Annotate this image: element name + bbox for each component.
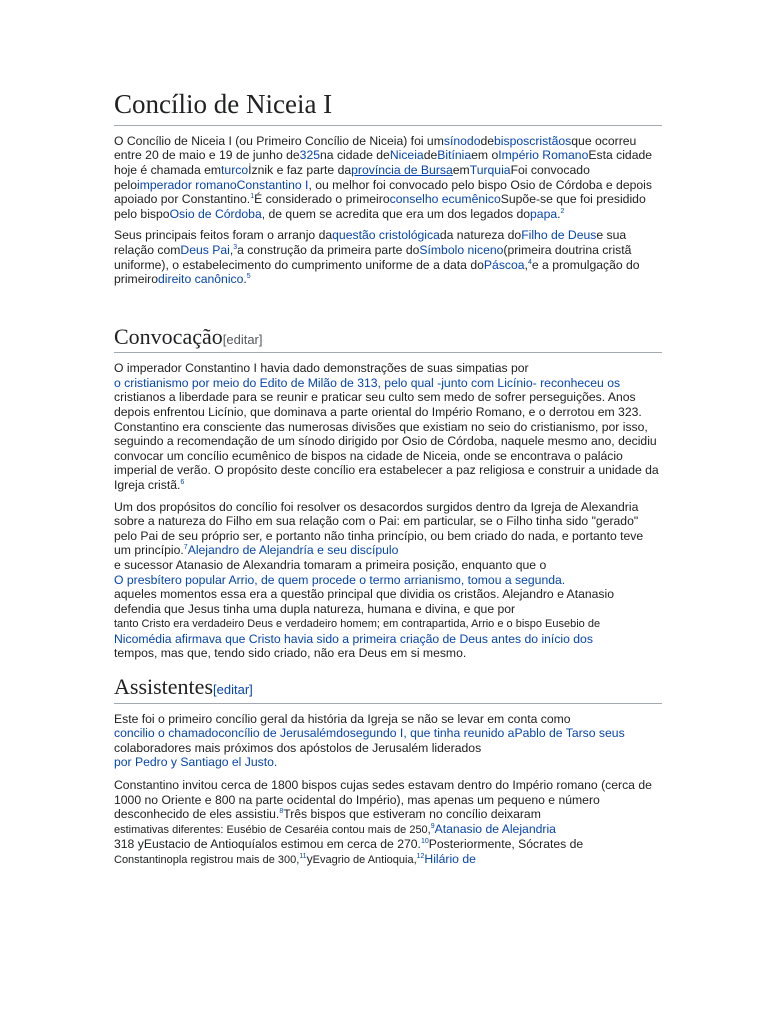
link-imperio-romano[interactable]: Império Romano [498, 148, 589, 163]
edit-section-convocacao: [editar] [222, 331, 263, 347]
link-niceia[interactable]: Niceia [389, 148, 424, 163]
link-sinodo[interactable]: sínodo [443, 133, 481, 148]
convocacao-paragraph-2: Um dos propósitos do concílio foi resolver os desacordos surgidos dentro da Igreja de Alexandria sobre a natureza do Filho em sua relação com o Pai: em particular, se o Filho tinha sido "gerado" pelo Pai de seu próprio ser, e portanto não tinha princípio, ou bem criado do nada, e portanto teve um princípio.$^7$Alejandro de Alejandría e seu discípulo e sucessor Atanasio de Alexandria tomaram a primeira posição, enquanto que o O presbítero popular Arrio, de quem procede o termo arrianismo, tomou a segunda. aqueles momentos essa era a questão principal que dividia os cristãos. Alejandro e Atanasio defendia que Jesus tinha uma dupla natureza, humana e divina, e que por tanto Cristo era verdadeiro Deus e verdadeiro homem; em contrapartida, Arrio e o bispo Eusebio de Nicomédia afirmava que Cristo havia sido a primeira criação de Deus antes do início dos tempos, mas que, tendo sido criado, não era Deus em si mesmo. [114, 499, 644, 661]
ref-4[interactable]: 4 [527, 258, 532, 266]
link-pablo-de-tarso[interactable]: Pablo de Tarso seus [514, 726, 625, 741]
link-turquia[interactable]: Turquia [469, 162, 511, 177]
page-title: Concílio de Niceia I [114, 88, 662, 126]
ref-6[interactable]: 6 [180, 478, 185, 486]
ref-2[interactable]: 2 [560, 207, 565, 215]
edit-link-assistentes[interactable]: editar [216, 682, 250, 698]
ref-12[interactable]: 12 [416, 852, 425, 860]
assistentes-paragraph-2: Constantino invitou cerca de 1800 bispos cujas sedes estavam dentro do Império romano (cerca de 1000 no Oriente e 800 na parte ocidental do Império), mas apenas um pequeno e número desconhecido de eles assistiu.$^8$Três bispos que estiveram no concílio deixaram estimativas diferentes: Eusébio de Cesaréia contou mais de 250,$^9$Atanasio de Alejandria 318 yEustacio de Antioquíalos estimou em cerca de 270.10Posteriormente, Sócrates de Constantinopla registrou mais de 300,11yEvagrio de Antioquia,$^{12}$Hilário de [114, 777, 652, 866]
ref-8[interactable]: 8 [279, 808, 284, 816]
link-alejandro-de-alejandria[interactable]: Alejandro de Alejandría e seu discípulo [187, 543, 399, 558]
link-papa[interactable]: papa [530, 206, 558, 221]
link-presbitero-arrio[interactable]: O presbítero popular Arrio, de quem procede o termo arrianismo, tomou a segunda. [114, 572, 566, 587]
link-constantino-i[interactable]: Constantino I [236, 177, 309, 192]
link-cristaos[interactable]: cristãos [529, 133, 572, 148]
intro-paragraph-1: O Concílio de Niceia I (ou Primeiro Concílio de Niceia) foi umsínododebisposcristãosque ocorreu entre 20 de maio e 19 de junho de325na cidade deNiceiadeBitíniaem oImpério RomanoEsta cidade hoje é chamada emturcoİznik e faz parte daprovíncia de BursaemTurquiaFoi convocado peloimperador romanoConstantino I, ou melhor foi convocado pelo bispo Osio de Córdoba e depois apoiado por Constantino.$^1$É considerado o primeiroconselho ecumênicoSupõe-se que foi presidido pelo bispoOsio de Córdoba, de quem se acredita que era um dos legados dopapa.$^2$ [114, 133, 653, 221]
edit-section-assistentes: [editar] [213, 682, 253, 698]
link-do[interactable]: do [336, 726, 350, 741]
link-questao-cristologica[interactable]: questão cristológica [332, 228, 440, 243]
link-segundo-i[interactable]: segundo I, que tinha reunido a [349, 726, 515, 741]
link-simbolo-niceno[interactable]: Símbolo niceno [419, 242, 504, 257]
link-nicomedia[interactable]: Nicomédia afirmava que Cristo havia sido a primeira criação de Deus antes do início dos [114, 631, 593, 646]
link-atanasio-de-alejandria[interactable]: Atanasio de Alejandria [434, 821, 556, 836]
link-osio-de-cordoba[interactable]: Osio de Córdoba [169, 206, 262, 221]
link-direito-canonico[interactable]: direito canônico [158, 272, 244, 287]
ref-7[interactable]: 7 [183, 544, 188, 552]
link-provincia-de-bursa[interactable]: província de Bursa [351, 162, 453, 177]
link-deus-pai[interactable]: Deus Pai [180, 242, 230, 257]
ref-5[interactable]: 5 [246, 273, 251, 281]
intro-paragraph-2: Seus principais feitos foram o arranjo daquestão cristológicada natureza doFilho de Deuse sua relação comDeus Pai,$^3$a construção da primeira parte doSímbolo niceno(primeira doutrina cristã uniforme), o estabelecimento do cumprimento uniforme de a data doPáscoa,$^4$e a promulgação do primeirodireito canônico.$^5$ [114, 228, 640, 287]
ref-10[interactable]: 10 [420, 838, 429, 846]
link-hilario-de[interactable]: Hilário de [424, 851, 476, 866]
link-concilio-chamado[interactable]: concilio o chamado [114, 726, 219, 741]
link-conselho-ecumenico[interactable]: conselho ecumênico [389, 192, 501, 207]
link-edito-de-milao[interactable]: o cristianismo por meio do Edito de Milão de 313, pelo qual -junto com Licínio- reconheceu os [114, 375, 621, 390]
convocacao-paragraph-1: O imperador Constantino I havia dado demonstrações de suas simpatias por o cristianismo por meio do Edito de Milão de 313, pelo qual -junto com Licínio- reconheceu os cristianos a liberdade para se reunir e praticar seu culto sem medo de sofrer perseguições. Anos depois enfrentou Licínio, que dominava a parte oriental do Império Romano, e o derrotou em 323. Constantino era consciente das numerosas divisões que existiam no seio do cristianismo, por isso, seguindo a recomendação de um sínodo dirigido por Osio de Córdoba, naquele mesmo ano, decidiu convocar um concílio ecumênico de bispos na cidade de Niceia, onde se encontrava o palácio imperial de verão. O propósito deste concílio era estabelecer a paz religiosa e construir a unidade da Igreja cristã.$^6$ [114, 361, 659, 492]
section-heading-assistentes: Assistentes[editar] [114, 673, 662, 704]
link-bitinia[interactable]: Bitínia [437, 148, 472, 163]
section-heading-convocacao: Convocação[editar] [114, 323, 662, 354]
ref-11[interactable]: 11 [299, 852, 307, 860]
link-pascoa[interactable]: Páscoa [483, 257, 525, 272]
link-bispos[interactable]: bispos [494, 133, 530, 148]
link-concilio-de-jerusalem[interactable]: concílio de Jerusalém [218, 726, 337, 741]
ref-3[interactable]: 3 [233, 243, 238, 251]
assistentes-paragraph-1: Este foi o primeiro concílio geral da história da Igreja se não se levar em conta como concilio o chamadoconcílio de Jerusalémdosegundo I, que tinha reunido aPablo de Tarso seus colaboradores mais próximos dos apóstolos de Jerusalém liderados por Pedro y Santiago el Justo. [114, 711, 625, 770]
ref-1[interactable]: 1 [250, 193, 255, 201]
edit-link-convocacao[interactable]: editar [226, 331, 259, 347]
link-imperador-romano[interactable]: imperador romano [137, 177, 237, 192]
link-pedro-santiago[interactable]: por Pedro y Santiago el Justo. [114, 755, 278, 770]
article [114, 88, 662, 868]
link-325[interactable]: 325 [299, 148, 321, 163]
link-filho-de-deus[interactable]: Filho de Deus [521, 228, 597, 243]
ref-9[interactable]: 9 [430, 822, 435, 830]
link-turco[interactable]: turco [221, 162, 249, 177]
